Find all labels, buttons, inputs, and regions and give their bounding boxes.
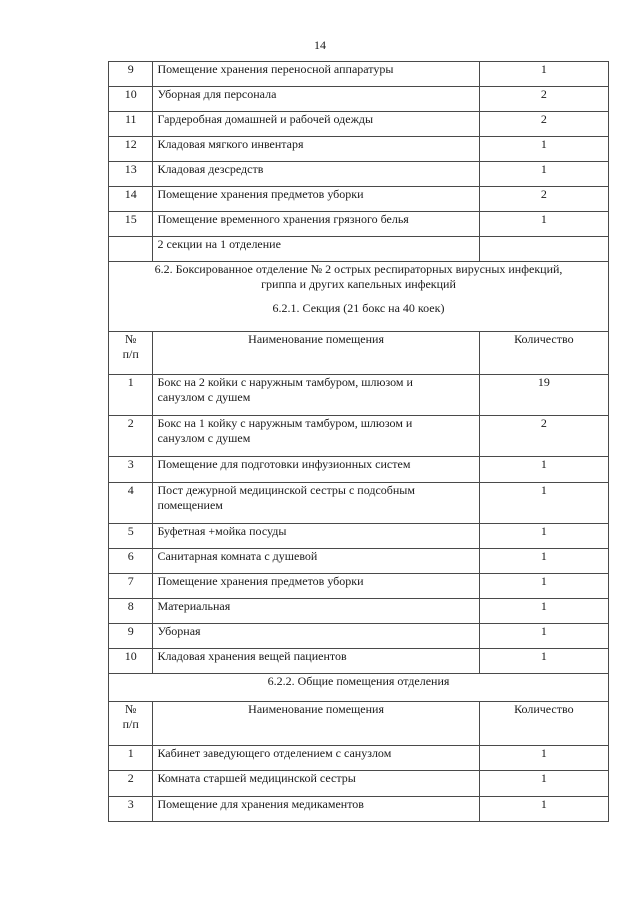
row-number: 1: [109, 746, 153, 771]
row-number: 4: [109, 483, 153, 524]
row-number: [109, 237, 153, 262]
room-quantity: 19: [479, 375, 608, 416]
row-number: 15: [109, 212, 153, 237]
header-number-line: п/п: [122, 717, 139, 731]
room-quantity: 1: [479, 574, 608, 599]
table-row: [109, 746, 609, 771]
row-number: 9: [109, 624, 153, 649]
table-row: [109, 574, 609, 599]
table-row: [109, 797, 609, 822]
table-row: [109, 112, 609, 137]
room-quantity: 1: [479, 137, 608, 162]
room-quantity: 1: [479, 457, 608, 483]
room-name-line: санузлом с душем: [157, 390, 251, 404]
room-name: Уборная для персонала: [153, 87, 479, 112]
room-quantity: 1: [479, 624, 608, 649]
row-number: 2: [109, 771, 153, 797]
row-number: 3: [109, 457, 153, 483]
subsection-title: 6.2.2. Общие помещения отделения: [109, 674, 609, 702]
room-name: Гардеробная домашней и рабочей одежды: [153, 112, 479, 137]
room-name-line: Пост дежурной медицинской сестры с подсобным: [157, 483, 415, 497]
room-quantity: 1: [479, 212, 608, 237]
header-number-line: №: [124, 332, 137, 346]
room-quantity: 2: [479, 87, 608, 112]
row-number: 12: [109, 137, 153, 162]
row-number: 2: [109, 416, 153, 457]
rooms-table: [108, 61, 609, 822]
table-row: [109, 137, 609, 162]
room-name: [153, 483, 479, 524]
header-number-line: №: [124, 702, 137, 716]
header-name: Наименование помещения: [153, 702, 479, 746]
table-row: [109, 649, 609, 674]
room-quantity: 1: [479, 599, 608, 624]
room-quantity: 1: [479, 797, 608, 822]
table-row: [109, 524, 609, 549]
table-header-row: [109, 702, 609, 746]
room-quantity: 1: [479, 483, 608, 524]
row-number: 14: [109, 187, 153, 212]
table-row: [109, 483, 609, 524]
section-title-row: [109, 674, 609, 702]
table-row: [109, 187, 609, 212]
room-quantity: 1: [479, 649, 608, 674]
header-name: Наименование помещения: [153, 332, 479, 375]
page-number: 14: [314, 38, 326, 52]
room-name-line: Бокс на 1 койку с наружным тамбуром, шлюзом и: [157, 416, 413, 430]
table-row: [109, 237, 609, 262]
room-name: Помещение временного хранения грязного белья: [153, 212, 479, 237]
room-name-line: Бокс на 2 койки с наружным тамбуром, шлюзом и: [157, 375, 413, 389]
header-number: [109, 332, 153, 375]
room-quantity: 2: [479, 416, 608, 457]
room-quantity: [479, 237, 608, 262]
room-name: [153, 416, 479, 457]
room-name: Санитарная комната с душевой: [153, 549, 479, 574]
section-title-row: [109, 262, 609, 332]
room-name-line: санузлом с душем: [157, 431, 251, 445]
room-quantity: 1: [479, 746, 608, 771]
room-name: Материальная: [153, 599, 479, 624]
room-quantity: 2: [479, 112, 608, 137]
section-title: [109, 262, 609, 332]
table-row: [109, 62, 609, 87]
row-number: 5: [109, 524, 153, 549]
room-name-line: помещением: [157, 498, 223, 512]
room-name: Помещение хранения переносной аппаратуры: [153, 62, 479, 87]
section-title-line: гриппа и других капельных инфекций: [261, 277, 456, 291]
room-name: Помещение хранения предметов уборки: [153, 187, 479, 212]
room-name: Помещение для подготовки инфузионных систем: [153, 457, 479, 483]
room-name: Уборная: [153, 624, 479, 649]
room-name: Кладовая мягкого инвентаря: [153, 137, 479, 162]
room-name: Кладовая хранения вещей пациентов: [153, 649, 479, 674]
section-title-line: 6.2. Боксированное отделение № 2 острых респираторных вирусных инфекций,: [154, 262, 563, 276]
room-quantity: 1: [479, 549, 608, 574]
room-name: 2 секции на 1 отделение: [153, 237, 479, 262]
room-name: Буфетная +мойка посуды: [153, 524, 479, 549]
row-number: 13: [109, 162, 153, 187]
table-row: [109, 375, 609, 416]
room-name: Кладовая дезсредств: [153, 162, 479, 187]
header-quantity: Количество: [479, 702, 608, 746]
room-quantity: 1: [479, 524, 608, 549]
room-quantity: 1: [479, 771, 608, 797]
row-number: 11: [109, 112, 153, 137]
table-row: [109, 599, 609, 624]
row-number: 8: [109, 599, 153, 624]
subsection-title: 6.2.1. Секция (21 бокс на 40 коек): [272, 301, 445, 315]
row-number: 1: [109, 375, 153, 416]
room-quantity: 1: [479, 62, 608, 87]
room-name: Помещение для хранения медикаментов: [153, 797, 479, 822]
table-row: [109, 212, 609, 237]
room-name: [153, 375, 479, 416]
table-row: [109, 457, 609, 483]
row-number: 7: [109, 574, 153, 599]
table-row: [109, 771, 609, 797]
room-quantity: 1: [479, 162, 608, 187]
room-name: Комната старшей медицинской сестры: [153, 771, 479, 797]
table-row: [109, 416, 609, 457]
table-row: [109, 624, 609, 649]
row-number: 9: [109, 62, 153, 87]
room-name: Кабинет заведующего отделением с санузлом: [153, 746, 479, 771]
header-number-line: п/п: [122, 347, 139, 361]
row-number: 3: [109, 797, 153, 822]
table-row: [109, 162, 609, 187]
room-name: Помещение хранения предметов уборки: [153, 574, 479, 599]
row-number: 10: [109, 87, 153, 112]
header-number: [109, 702, 153, 746]
room-quantity: 2: [479, 187, 608, 212]
row-number: 10: [109, 649, 153, 674]
row-number: 6: [109, 549, 153, 574]
header-quantity: Количество: [479, 332, 608, 375]
table-row: [109, 549, 609, 574]
table-row: [109, 87, 609, 112]
table-header-row: [109, 332, 609, 375]
